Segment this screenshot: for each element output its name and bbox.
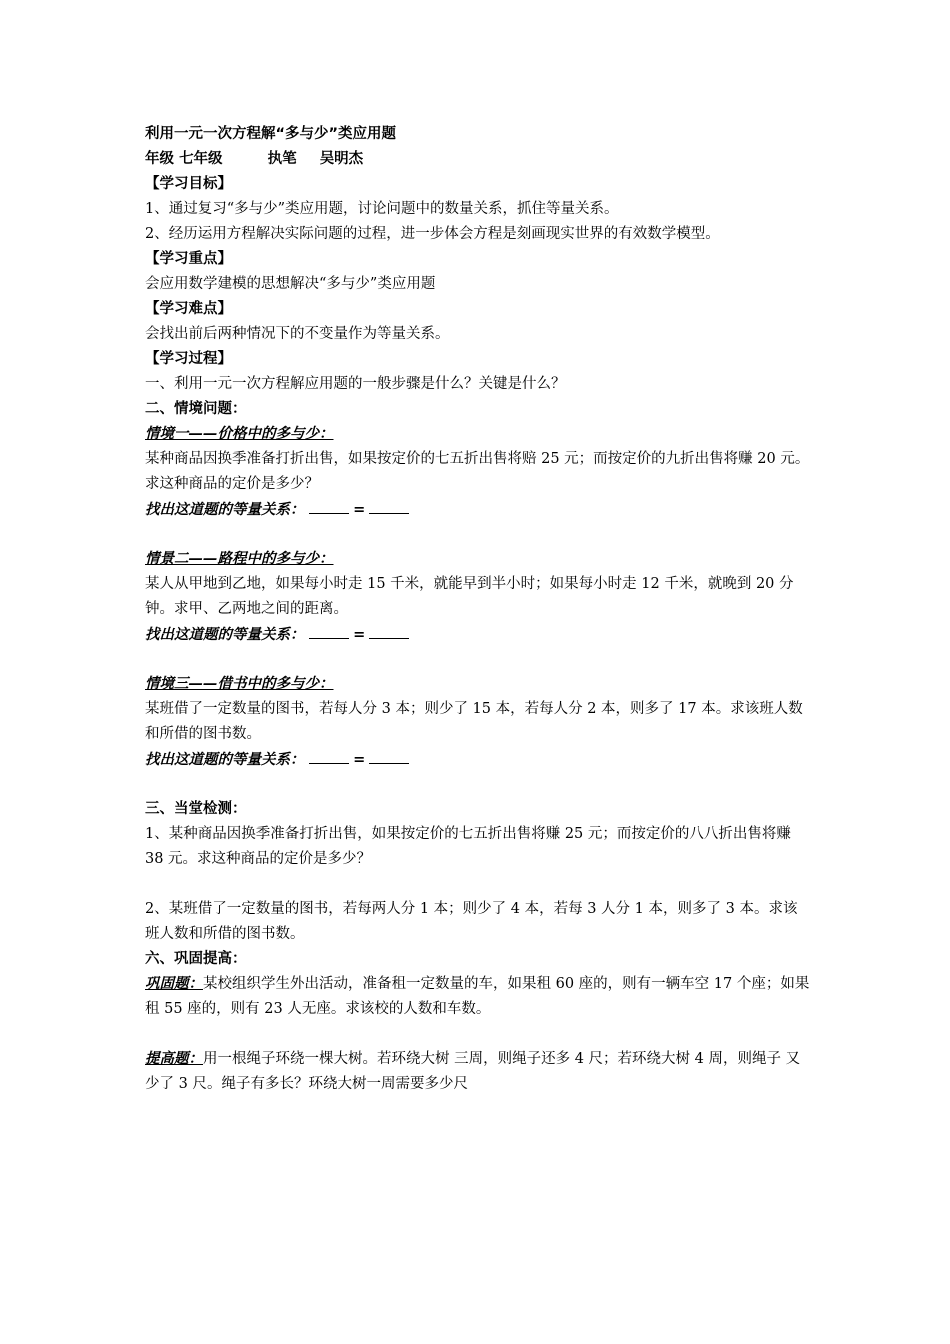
equation-prompt: 找出这道题的等量关系： — [145, 502, 305, 518]
document-title: 利用一元一次方程解“多与少”类应用题 — [145, 126, 397, 142]
goal-item-1: 1、通过复习“多与少”类应用题，讨论问题中的数量关系，抓住等量关系。 — [145, 201, 619, 217]
process-question-2: 二、情境问题： — [145, 401, 247, 417]
situation-2-equation — [145, 622, 810, 647]
situation-1-title: 情境一——价格中的多与少： — [145, 426, 334, 442]
equation-blank-left[interactable] — [309, 749, 349, 764]
basic-problem-label: 巩固题： — [145, 976, 203, 992]
equation-blank-left[interactable] — [309, 624, 349, 639]
situation-3-text: 某班借了一定数量的图书，若每人分 3 本；则少了 15 本，若每人分 2 本，则多了 17 本。求该班人数和所借的图书数。 — [145, 701, 803, 742]
check-item-2: 2、某班借了一定数量的图书，若每两人分 1 本；则少了 4 本，若每 3 人分 1 本，则多了 3 本。求该班人数和所借的图书数。 — [145, 901, 798, 942]
process-question-1: 一、利用一元一次方程解应用题的一般步骤是什么？关键是什么？ — [145, 376, 566, 392]
grade-value: 七年级 — [179, 151, 223, 167]
goal-item-2: 2、经历运用方程解决实际问题的过程，进一步体会方程是刻画现实世界的有效数学模型。 — [145, 226, 720, 242]
check-item-1: 1、某种商品因换季准备打折出售，如果按定价的七五折出售将赚 25 元；而按定价的八八折出售将赚 38 元。求这种商品的定价是多少？ — [145, 826, 791, 867]
equation-blank-right[interactable] — [369, 499, 409, 514]
basic-problem-text: 某校组织学生外出活动，准备租一定数量的车，如果租 60 座的，则有一辆车空 17 个座；如果租 55 座的，则有 23 人无座。求该校的人数和车数。 — [145, 976, 810, 1017]
advanced-problem — [145, 1047, 810, 1097]
situation-1-text: 某种商品因换季准备打折出售，如果按定价的七五折出售将赔 25 元；而按定价的九折出售将赚 20 元。求这种商品的定价是多少？ — [145, 451, 810, 492]
key-point-heading: 【学习重点】 — [145, 251, 232, 267]
equation-prompt: 找出这道题的等量关系： — [145, 627, 305, 643]
meta-line — [145, 147, 810, 172]
situation-2-title: 情景二——路程中的多与少： — [145, 551, 334, 567]
equals-sign: = — [353, 501, 366, 518]
grade-label: 年级 — [145, 151, 174, 167]
goals-heading: 【学习目标】 — [145, 176, 232, 192]
key-point-text: 会应用数学建模的思想解决“多与少”类应用题 — [145, 276, 436, 292]
situation-3-title: 情境三——借书中的多与少： — [145, 676, 334, 692]
advanced-problem-label: 提高题： — [145, 1051, 203, 1067]
advanced-problem-text: 用一根绳子环绕一棵大树。若环绕大树 三周，则绳子还多 4 尺；若环绕大树 4 周，则绳子 又少了 3 尺。绳子有多长？环绕大树一周需要多少尺 — [145, 1051, 801, 1092]
process-heading: 【学习过程】 — [145, 351, 232, 367]
equals-sign: = — [353, 626, 366, 643]
basic-problem — [145, 972, 810, 1022]
equation-blank-left[interactable] — [309, 499, 349, 514]
difficulty-heading: 【学习难点】 — [145, 301, 232, 317]
author-value: 吴明杰 — [319, 151, 364, 167]
situation-3-equation — [145, 747, 810, 772]
document-page — [145, 122, 810, 1097]
equals-sign: = — [353, 751, 366, 768]
difficulty-text: 会找出前后两种情况下的不变量作为等量关系。 — [145, 326, 450, 342]
situation-1-equation — [145, 497, 810, 522]
check-heading: 三、当堂检测： — [145, 801, 247, 817]
consolidate-heading: 六、巩固提高： — [145, 951, 247, 967]
author-label: 执笔 — [267, 151, 297, 167]
equation-prompt: 找出这道题的等量关系： — [145, 752, 305, 768]
equation-blank-right[interactable] — [369, 749, 409, 764]
situation-2-text: 某人从甲地到乙地，如果每小时走 15 千米，就能早到半小时；如果每小时走 12 千米，就晚到 20 分钟。求甲、乙两地之间的距离。 — [145, 576, 794, 617]
equation-blank-right[interactable] — [369, 624, 409, 639]
